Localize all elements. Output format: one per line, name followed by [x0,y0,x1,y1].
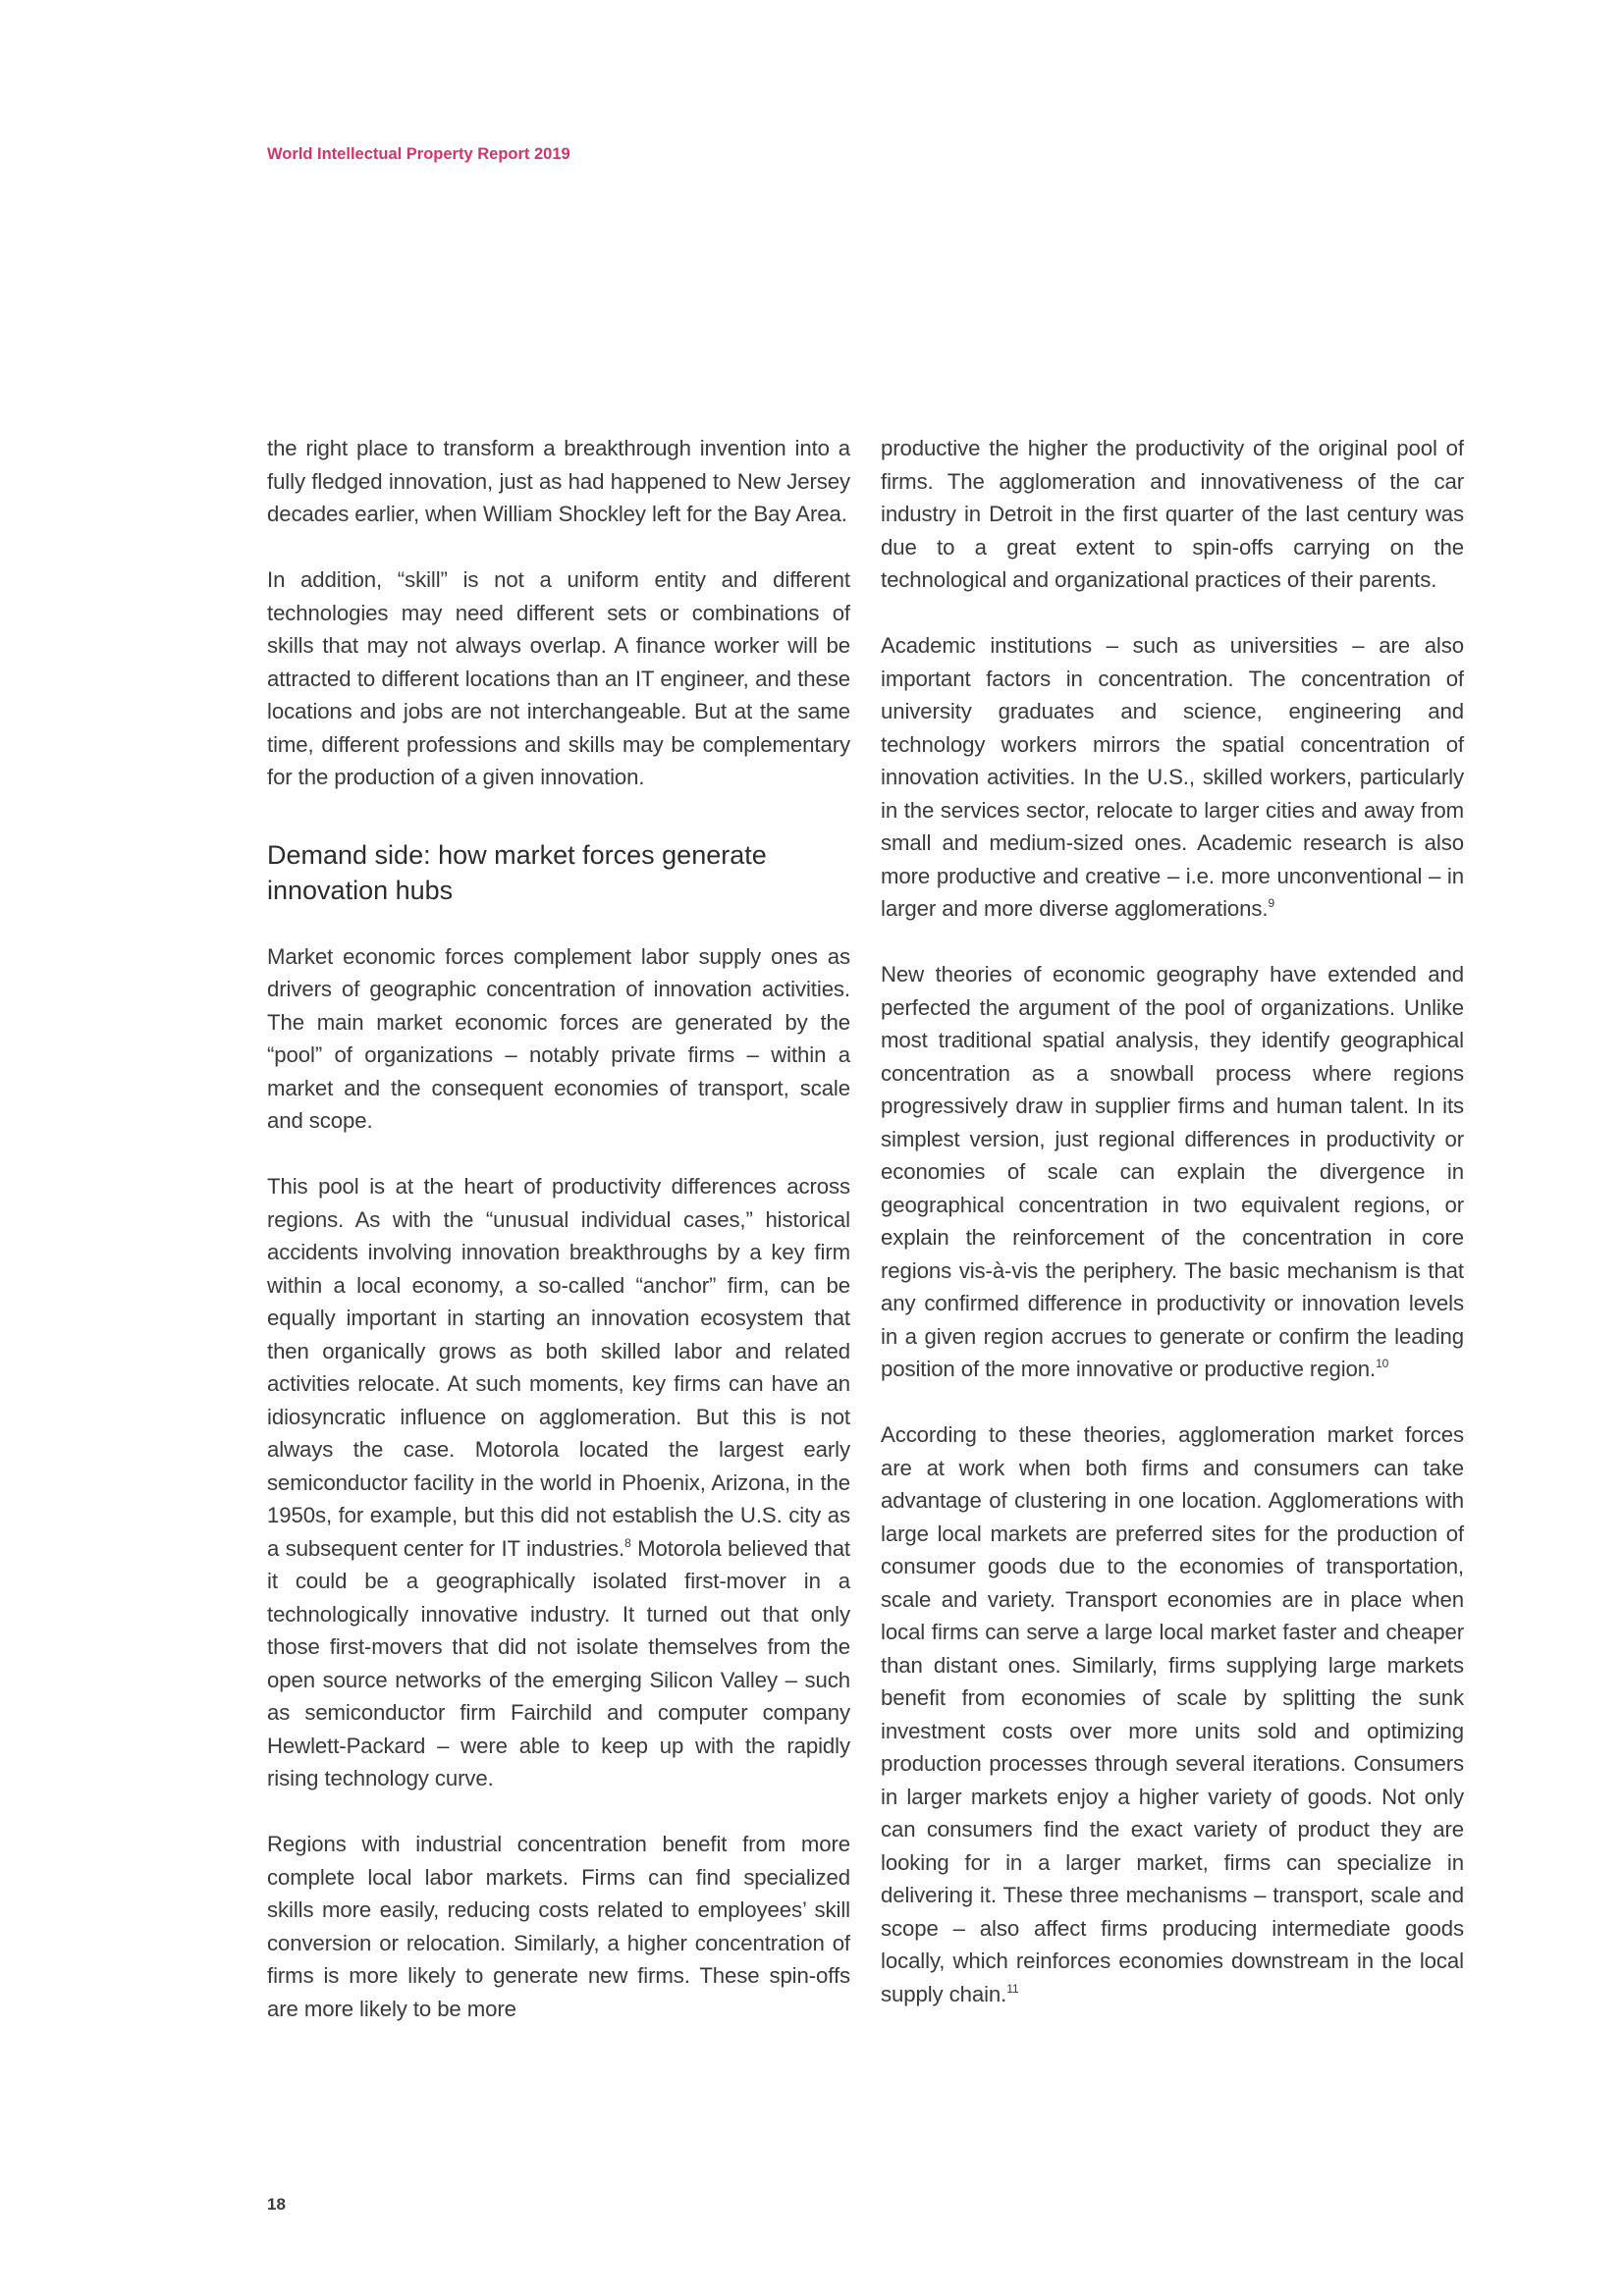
left-paragraph-4 [267,1170,850,1795]
left-paragraph-4-text-b: Motorola believed that it could be a geographically isolated first-mover in a technologically innovative industry. It turned out that only those first-movers that did not isolate themselves from the open source networks of the emerging Silicon Valley – such as semiconductor firm Fairchild and computer company Hewlett-Packard – were able to keep up with the rapidly rising technology curve. [267,1535,850,1790]
right-paragraph-2-text: Academic institutions – such as universities – are also important factors in concentration. The concentration of university graduates and science, engineering and technology workers mirrors the spatial concentration of innovation activities. In the U.S., skilled workers, particularly in the services sector, relocate to larger cities and away from small and medium-sized ones. Academic research is also more productive and creative – i.e. more unconventional – in larger and more diverse agglomerations. [881,633,1464,921]
right-paragraph-4 [881,1418,1464,2010]
left-paragraph-3: Market economic forces complement labor supply ones as drivers of geographic concentration of innovation activities. The main market economic forces are generated by the “pool” of organizations – notably private firms – within a market and the consequent economies of transport, scale and scope. [267,943,850,1133]
section-heading: Demand side: how market forces generate innovation hubs [267,839,767,905]
left-paragraph-4-text-a: This pool is at the heart of productivity differences across regions. As with the “unusual individual cases,” historical accidents involving innovation breakthroughs by a key firm within a local economy, a so-called “anchor” firm, can be equally important in starting an innovation ecosystem that then organically grows as both skilled labor and related activities relocate. At such moments, key firms can have an idiosyncratic influence on agglomeration. But this is not always the case. Motorola located the largest early semiconductor facility in the world in Phoenix, Arizona, in the 1950s, for example, but this did not establish the U.S. city as a subsequent center for IT industries. [267,1174,850,1561]
left-column [267,432,850,2058]
right-column [881,432,1464,2044]
running-header: World Intellectual Property Report 2019 [267,145,570,163]
footnote-ref-11[interactable]: 11 [1006,1981,1019,1996]
page-number: 18 [267,2195,286,2214]
left-paragraph-1: the right place to transform a breakthrough invention into a fully fledged innovation, just as had happened to New Jersey decades earlier, when William Shockley left for the Bay Area. [267,436,850,526]
right-paragraph-4-text: According to these theories, agglomeration market forces are at work when both firms and consumers can take advantage of clustering in one location. Agglomerations with large local markets are preferred sites for the production of consumer goods due to the economies of transportation, scale and variety. Transport economies are in place when local firms can serve a large local market faster and cheaper than distant ones. Similarly, firms supplying large markets benefit from economies of scale by splitting the sunk investment costs over more units sold and optimizing production processes through several iterations. Consumers in larger markets enjoy a higher variety of goods. Not only can consumers find the exact variety of product they are looking for in a larger market, firms can specialize in delivering it. These three mechanisms – transport, scale and scope – also affect firms producing intermediate goods locally, which reinforces economies downstream in the local supply chain. [881,1422,1464,2006]
footnote-ref-8[interactable]: 8 [624,1535,631,1550]
right-paragraph-1: productive the higher the productivity of the original pool of firms. The agglomeration and innovativeness of the car industry in Detroit in the first quarter of the last century was due to a great extent to spin-offs carrying on the technological and organizational practices of their parents. [881,436,1464,592]
left-paragraph-2: In addition, “skill” is not a uniform entity and different technologies may need different sets or combinations of skills that may not always overlap. A finance worker will be attracted to different locations than an IT engineer, and these locations and jobs are not interchangeable. But at the same time, different professions and skills may be complementary for the production of a given innovation. [267,567,850,789]
right-paragraph-3 [881,958,1464,1386]
left-paragraph-5: Regions with industrial concentration benefit from more complete local labor markets. Firms can find specialized skills more easily, reducing costs related to employees’ skill conversion or relocation. Similarly, a higher concentration of firms is more likely to generate new firms. These spin-offs are more likely to be more [267,1832,850,2021]
footnote-ref-9[interactable]: 9 [1268,896,1275,910]
footnote-ref-10[interactable]: 10 [1376,1357,1389,1370]
right-paragraph-3-text: New theories of economic geography have extended and perfected the argument of the pool of organizations. Unlike most traditional spatial analysis, they identify geographical concentration as a snowball process where regions progressively draw in supplier firms and human talent. In its simplest version, just regional differences in productivity or economies of scale can explain the divergence in geographical concentration in two equivalent regions, or explain the reinforcement of the concentration in core regions vis-à-vis the periphery. The basic mechanism is that any confirmed difference in productivity or innovation levels in a given region accrues to generate or confirm the leading position of the more innovative or productive region. [881,962,1464,1381]
right-paragraph-2 [881,629,1464,926]
